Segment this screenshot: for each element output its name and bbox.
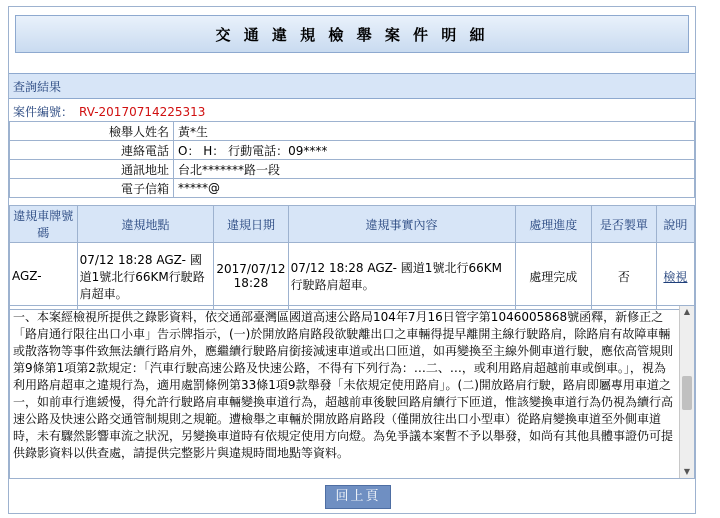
cell-status: 處理完成: [515, 243, 591, 310]
table-row: [10, 243, 695, 310]
case-number-row: [9, 103, 695, 121]
description-scrollbar[interactable]: [679, 306, 694, 478]
col-location: 違規地點: [77, 206, 214, 243]
page-frame: [8, 6, 696, 514]
scroll-up-icon[interactable]: ▲: [683, 307, 691, 316]
info-value: 黃*生: [174, 122, 695, 141]
col-ticket: 是否製單: [591, 206, 656, 243]
scroll-down-icon[interactable]: ▼: [683, 467, 691, 476]
cell-plate: AGZ-: [10, 243, 78, 310]
case-number-label: 案件編號：: [13, 105, 74, 119]
col-status: 處理進度: [515, 206, 591, 243]
info-key: 檢舉人姓名: [10, 122, 174, 141]
info-row: [10, 141, 695, 160]
description-textarea[interactable]: [9, 305, 695, 479]
info-key: 連絡電話: [10, 141, 174, 160]
page-title: 交 通 違 規 檢 舉 案 件 明 細: [15, 15, 689, 53]
info-key: 電子信箱: [10, 179, 174, 198]
reporter-info-table: [9, 121, 695, 198]
col-fact: 違規事實內容: [288, 206, 515, 243]
info-row: [10, 179, 695, 198]
info-row: [10, 122, 695, 141]
cell-detail: [656, 243, 694, 310]
info-value: *****@: [174, 179, 695, 198]
view-detail-link[interactable]: 檢視: [663, 269, 688, 284]
col-date: 違規日期: [214, 206, 288, 243]
description-text: 一、本案經檢視所提供之錄影資料，依交通部臺灣區國道高速公路局104年7月16日管字第1046005868號函釋，新修正之「路肩通行限往出口小車」告示牌指示，(一)於開放路肩路段欲駛離出口之車輛得提早離開主線行駛路肩，除路肩有故障車輛或散落物等事件致無法續行路肩外，應繼續行駛路肩銜接減速車道或出口匝道，如再變換至主線外側車道行駛，應依高管規則第9條第1項第2款規定：「汽車行駛高速公路及快速公路，不得有下列行為：…二、…，或利用路肩超越前車或倒車。」，視為利用路肩超車之違規行為，適用處罰條例第33條1項9款舉發「未依規定使用路肩」。(二)開放路肩行駛，路肩即屬專用車道之一，如前車行進緩慢，得允許行駛路肩車輛變換車道行為，超越前車後駛回路肩續行下匝道，惟該變換車道行為仍視為續行高速公路及快速公路交通管制規則之規範。遭檢舉之車輛於開放路肩路段（僅開放往出口小型車）從路肩變換車道至外側車道時，未有驟然影響車流之狀況，另變換車道時有依規定使用方向燈。為免爭議本案暫不予以舉發，如尚有其他具體事證仍可提供錄影資料以供查處，請提供完整影片與違規時間地點等資料。: [13, 310, 674, 460]
info-key: 通訊地址: [10, 160, 174, 179]
back-button[interactable]: 回上頁: [325, 485, 391, 509]
cell-date: 2017/07/12 18:28: [214, 243, 288, 310]
col-detail: 說明: [656, 206, 694, 243]
info-row: [10, 160, 695, 179]
info-value: O： H： 行動電話：09****: [174, 141, 695, 160]
table-header-row: [10, 206, 695, 243]
info-value: 台北*******路一段: [174, 160, 695, 179]
cell-fact: 07/12 18:28 AGZ- 國道1號北行66KM行駛路肩超車。: [288, 243, 515, 310]
col-plate: 違規車牌號碼: [10, 206, 78, 243]
case-number-value: RV-20170714225313: [79, 105, 206, 119]
violation-table: [9, 205, 695, 310]
scroll-thumb[interactable]: [682, 376, 692, 410]
cell-location: 07/12 18:28 AGZ- 國道1號北行66KM行駛路肩超車。: [77, 243, 214, 310]
cell-ticket: 否: [591, 243, 656, 310]
query-result-header: 查詢結果: [9, 73, 695, 99]
